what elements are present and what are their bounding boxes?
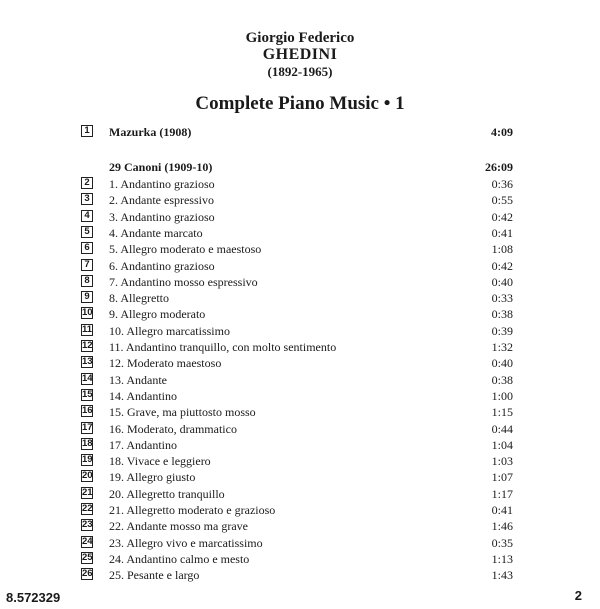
track-row: [0, 551, 600, 567]
track-number-box: 26: [82, 568, 93, 580]
track-title: 5. Allegro moderato e maestoso: [109, 242, 262, 257]
track-title: 9. Allegro moderato: [109, 307, 206, 322]
track-row-mazurka: [0, 124, 600, 140]
track-row: [0, 339, 600, 355]
track-duration: 0:41: [491, 503, 513, 517]
track-duration: 0:38: [491, 307, 513, 322]
track-duration: 1:03: [491, 454, 513, 469]
track-duration: 1:08: [491, 242, 513, 257]
track-row: [0, 518, 600, 534]
track-number-box: 12: [82, 340, 93, 351]
track-title: 15. Grave, ma piuttosto mosso: [109, 405, 256, 420]
track-title: 17. Andantino: [109, 437, 177, 452]
track-title: 11. Andantino tranquillo, con molto sentimento: [109, 340, 337, 354]
track-title: 7. Andantino mosso espressivo: [109, 274, 258, 289]
track-number-box: 10: [82, 307, 93, 319]
work-title: 29 Canoni (1909-10): [109, 160, 213, 174]
track-number-box: 8: [81, 275, 93, 287]
track-number-box: 5: [81, 226, 93, 238]
track-row: [0, 486, 600, 502]
track-title: 22. Andante mosso ma grave: [109, 519, 248, 534]
track-duration: 1:15: [491, 405, 513, 420]
track-number-box: 23: [82, 519, 93, 531]
catalog-number: 8.572329: [6, 590, 61, 605]
track-number-box: 4: [81, 210, 93, 222]
track-title: 25. Pesante e largo: [109, 568, 200, 583]
track-number-box: 6: [81, 242, 93, 254]
track-number-box: 21: [82, 486, 93, 498]
track-row: [0, 274, 600, 290]
track-number-box: 18: [82, 437, 93, 449]
track-row: [0, 535, 600, 551]
track-row: [0, 502, 600, 518]
track-title: 13. Andante: [109, 372, 167, 387]
track-duration: 1:43: [491, 568, 513, 583]
track-duration: 1:13: [491, 551, 513, 566]
track-number-box: 14: [82, 372, 93, 384]
track-row: [0, 388, 600, 404]
track-duration: 1:46: [491, 519, 513, 534]
track-row: [0, 192, 600, 208]
track-title: 19. Allegro giusto: [109, 470, 196, 485]
track-duration: 4:09: [491, 125, 513, 139]
track-duration: 1:07: [491, 470, 513, 485]
track-title: 24. Andantino calmo e mesto: [109, 551, 250, 566]
track-number-box: 9: [81, 291, 93, 303]
track-duration: 1:04: [491, 437, 513, 452]
track-number-box: 17: [82, 421, 93, 433]
track-number-box: 3: [81, 193, 93, 205]
track-duration: 1:17: [491, 486, 513, 501]
track-duration: 0:42: [491, 258, 513, 273]
track-number-box: 13: [82, 356, 93, 368]
track-duration: 0:39: [491, 323, 513, 338]
track-number-box: 25: [82, 551, 93, 563]
track-number-box: 24: [82, 535, 93, 547]
track-row: [0, 355, 600, 371]
track-duration: 0:55: [491, 193, 513, 208]
track-number-box: 7: [81, 259, 93, 271]
track-row: [0, 372, 600, 388]
track-row: [0, 241, 600, 257]
track-title: 18. Vivace e leggiero: [109, 454, 211, 469]
track-duration: 0:40: [491, 274, 513, 289]
track-duration: 0:40: [491, 356, 513, 371]
work-heading-row: [0, 159, 600, 175]
page-number: 2: [574, 588, 582, 603]
track-row: [0, 421, 600, 437]
track-row: [0, 404, 600, 420]
track-duration: 0:41: [491, 225, 513, 240]
track-row: [0, 323, 600, 339]
track-duration: 0:33: [491, 291, 513, 306]
album-title: Complete Piano Music • 1: [195, 93, 405, 114]
track-title: 10. Allegro marcatissimo: [109, 323, 230, 338]
track-number-box: 16: [82, 405, 93, 417]
track-title: 23. Allegro vivo e marcatissimo: [109, 535, 263, 550]
composer-dates: (1892-1965): [267, 64, 333, 79]
composer-last-name: GHEDINI: [262, 46, 338, 63]
track-title: 16. Moderato, drammatico: [109, 421, 237, 436]
track-row: [0, 453, 600, 469]
track-row: [0, 469, 600, 485]
track-title: 6. Andantino grazioso: [109, 258, 215, 273]
track-row: [0, 258, 600, 274]
track-row: [0, 209, 600, 225]
track-row: [0, 306, 600, 322]
track-number-box: 22: [82, 503, 93, 514]
track-row: [0, 437, 600, 453]
track-title: 14. Andantino: [109, 388, 177, 403]
track-duration: 1:00: [491, 388, 513, 403]
track-title: 21. Allegretto moderato e grazioso: [109, 503, 276, 517]
track-title: Mazurka (1908): [109, 125, 192, 139]
track-number-box: 20: [82, 470, 93, 482]
track-row: [0, 225, 600, 241]
track-duration: 0:44: [491, 421, 513, 436]
track-duration: 0:38: [491, 372, 513, 387]
track-duration: 0:42: [491, 209, 513, 224]
track-title: 2. Andante espressivo: [109, 193, 214, 208]
track-row: [0, 567, 600, 583]
track-number-box: 11: [82, 323, 93, 335]
track-duration: 0:36: [491, 177, 513, 191]
track-duration: 0:35: [491, 535, 513, 550]
track-row: [0, 290, 600, 306]
track-title: 1. Andantino grazioso: [109, 177, 215, 191]
track-row: [0, 176, 600, 192]
track-title: 12. Moderato maestoso: [109, 356, 222, 371]
track-number-box: 1: [81, 125, 93, 137]
track-title: 8. Allegretto: [109, 291, 169, 306]
track-title: 4. Andante marcato: [109, 225, 203, 240]
track-number-box: 2: [81, 177, 93, 189]
track-number-box: 15: [82, 388, 93, 400]
track-title: 20. Allegretto tranquillo: [109, 486, 225, 501]
track-duration: 1:32: [491, 340, 513, 354]
work-duration: 26:09: [485, 160, 513, 174]
track-number-box: 19: [82, 454, 93, 466]
composer-first-name: Giorgio Federico: [245, 30, 355, 46]
track-title: 3. Andantino grazioso: [109, 209, 215, 224]
